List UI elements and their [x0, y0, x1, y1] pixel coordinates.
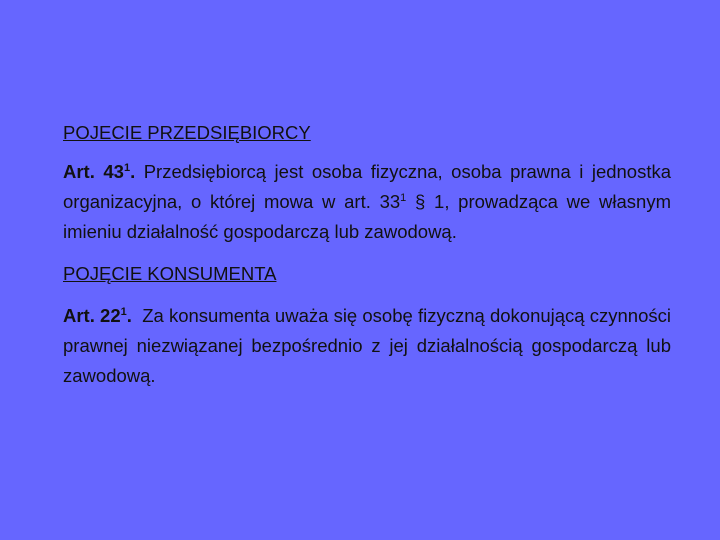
article-22-label	[63, 305, 132, 326]
article-22-superscript: 1	[120, 305, 127, 318]
article-43-label	[63, 161, 135, 182]
article-22-paragraph	[63, 301, 671, 391]
heading-konsument: POJĘCIE KONSUMENTA	[63, 263, 277, 284]
article-43-paragraph	[63, 157, 671, 247]
article-43-superscript: 1	[123, 161, 131, 174]
article-43-text-start: Przedsiębiorcą jest osoba fizyczna, osoba prawna i jednostka organizacyjna, o której mowa w art. 33	[63, 161, 672, 212]
article-22-text: Za konsumenta uważa się osobę fizyczną dokonującą czynności prawnej niezwiązanej bezpośrednio z jej działalnością gospodarczą lub zawodową.	[63, 305, 671, 386]
heading-przedsiebiorca: POJECIE PRZEDSIĘBIORCY	[63, 122, 311, 143]
article-22-number: Art. 22	[63, 305, 121, 326]
article-43-number: Art. 43	[63, 161, 124, 182]
article-33-reference-superscript: 1	[400, 191, 407, 204]
slide-content	[63, 120, 671, 391]
article-43-dot: .	[130, 161, 136, 182]
article-43-text-end: § 1, prowadząca we własnym imieniu działalność gospodarczą lub zawodową.	[63, 191, 671, 242]
article-22-dot: .	[126, 305, 132, 326]
